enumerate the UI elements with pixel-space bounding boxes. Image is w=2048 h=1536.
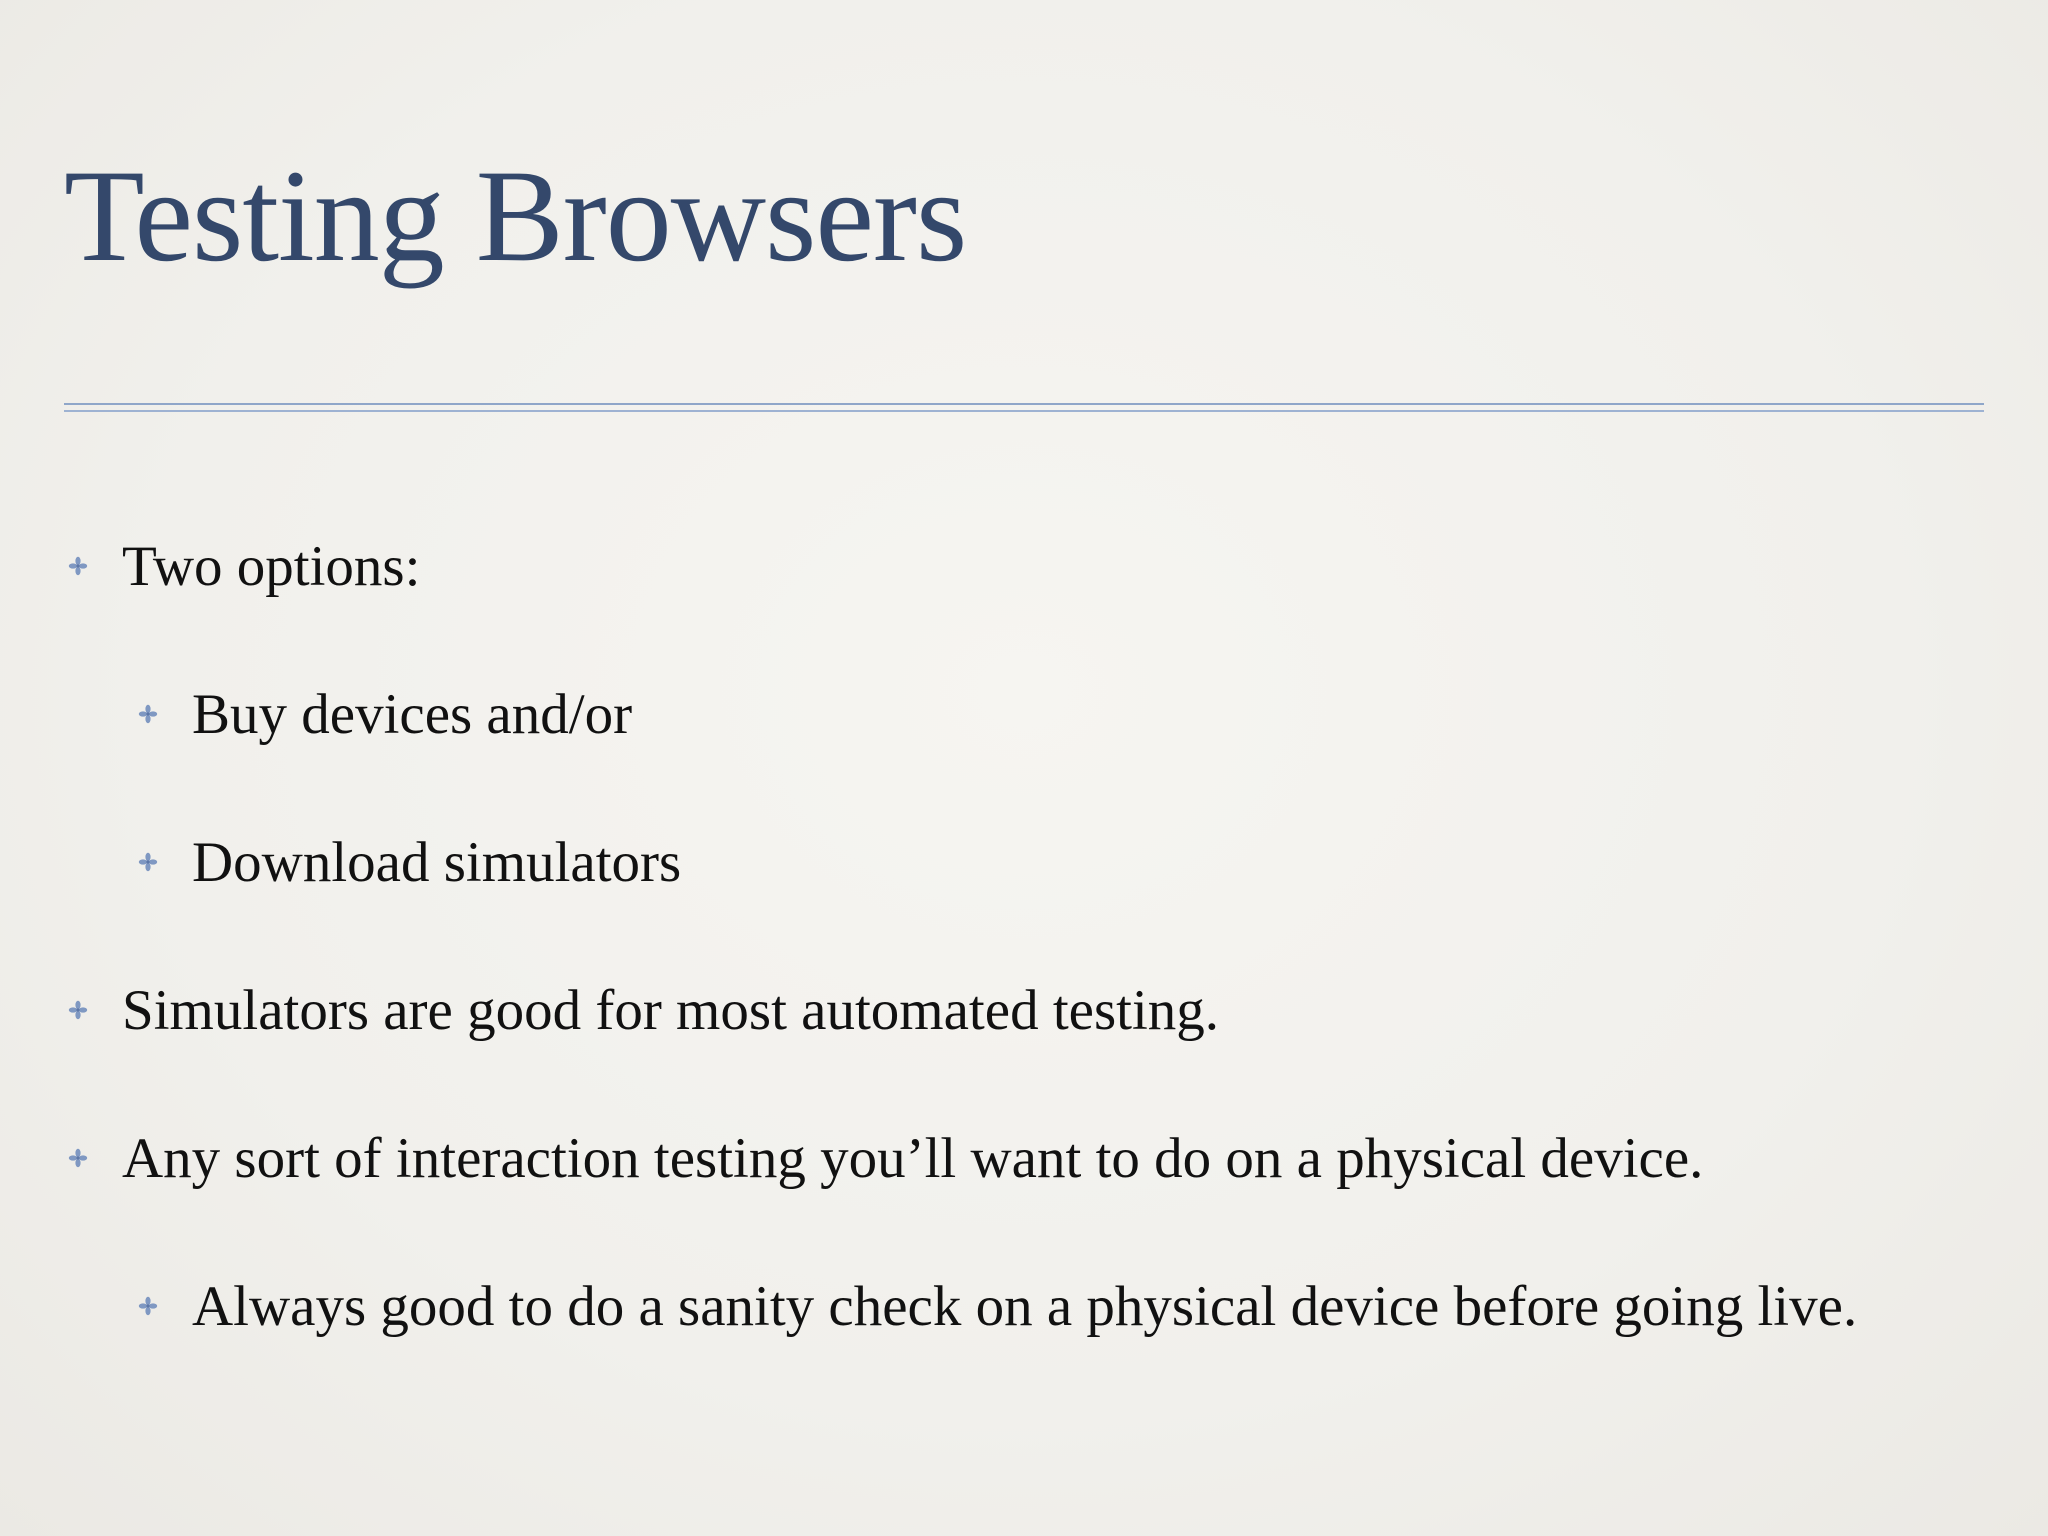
flower-bullet-icon xyxy=(138,704,158,724)
flower-bullet-icon xyxy=(68,1000,88,1020)
bullet-item xyxy=(122,532,420,602)
flower-bullet-icon xyxy=(138,852,158,872)
flower-bullet-icon xyxy=(68,556,88,576)
bullet-text: Download simulators xyxy=(192,831,682,894)
bullet-text: Simulators are good for most automated testing. xyxy=(122,979,1220,1042)
bullet-text: Always good to do a sanity check on a physical device before going live. xyxy=(192,1275,1858,1338)
bullet-item xyxy=(192,1272,1992,1342)
bullet-item xyxy=(192,680,632,750)
bullet-text: Any sort of interaction testing you’ll want to do on a physical device. xyxy=(122,1127,1704,1190)
bullet-text: Buy devices and/or xyxy=(192,683,633,746)
bullet-text: Two options: xyxy=(122,535,421,598)
bullet-item xyxy=(122,976,1219,1046)
flower-bullet-icon xyxy=(138,1296,158,1316)
bullet-item xyxy=(122,1124,1703,1194)
slide-title: Testing Browsers xyxy=(64,142,967,289)
bullet-item xyxy=(192,828,681,898)
flower-bullet-icon xyxy=(68,1148,88,1168)
